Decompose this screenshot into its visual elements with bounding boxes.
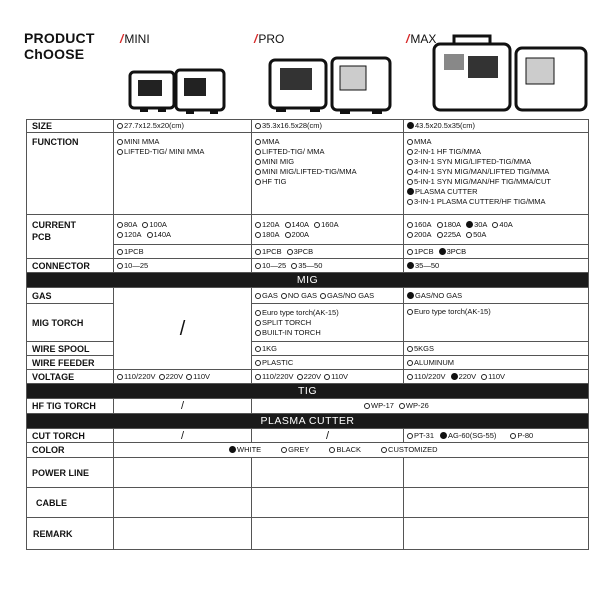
mig-torch-option[interactable]: BUILT-IN TORCH: [255, 328, 400, 338]
voltage-pro: [252, 370, 404, 384]
radio-empty-icon: [117, 232, 123, 238]
gas-label: GAS: [27, 288, 114, 304]
radio-empty-icon: [255, 360, 261, 366]
function-option[interactable]: HF TIG: [255, 177, 400, 187]
function-option[interactable]: MINI MIG/LIFTED-TIG/MMA: [255, 167, 400, 177]
gas-option[interactable]: GAS/NO GAS: [320, 291, 374, 300]
radio-empty-icon: [117, 222, 123, 228]
radio-empty-icon: [510, 433, 516, 439]
mig-mini-slash: /: [114, 288, 252, 370]
power-line-label: POWER LINE: [27, 458, 114, 488]
cable-max[interactable]: [404, 488, 589, 518]
remark-mini[interactable]: [114, 518, 252, 550]
radio-filled-icon: [439, 248, 446, 255]
current-option[interactable]: 225A: [437, 230, 462, 239]
current-option[interactable]: 160A: [407, 220, 432, 229]
hf-tig-option[interactable]: WP-17: [364, 401, 394, 410]
radio-empty-icon: [285, 232, 291, 238]
current-option[interactable]: 140A: [147, 230, 172, 239]
radio-empty-icon: [407, 222, 413, 228]
radio-empty-icon: [255, 169, 261, 175]
radio-empty-icon: [159, 374, 165, 380]
radio-filled-icon: [407, 262, 414, 269]
connector-option[interactable]: 35—50: [291, 261, 322, 270]
radio-empty-icon: [255, 139, 261, 145]
voltage-option[interactable]: 110V: [186, 372, 210, 381]
radio-empty-icon: [287, 249, 293, 255]
pcb-option[interactable]: 3PCB: [287, 247, 314, 256]
wire-feeder-label: WIRE FEEDER: [27, 356, 114, 370]
section-mig: MIG: [27, 273, 589, 288]
current-option[interactable]: 120A: [117, 230, 142, 239]
pcb-mini[interactable]: 1PCB: [114, 245, 252, 259]
radio-empty-icon: [285, 222, 291, 228]
size-max[interactable]: 43.5x20.5x35(cm): [404, 120, 589, 133]
current-option[interactable]: 30A: [466, 220, 487, 229]
radio-empty-icon: [117, 139, 123, 145]
current-label: CURRENT PCB: [27, 215, 114, 259]
radio-filled-icon: [466, 221, 473, 228]
color-label: COLOR: [27, 443, 114, 458]
radio-filled-icon: [229, 446, 236, 453]
voltage-option[interactable]: 110V: [481, 372, 505, 381]
radio-empty-icon: [117, 149, 123, 155]
radio-empty-icon: [117, 374, 123, 380]
function-option[interactable]: 5-IN-1 SYN MIG/MAN/HF TIG/MMA/CUT: [407, 177, 585, 187]
radio-empty-icon: [255, 320, 261, 326]
function-option[interactable]: 3-IN-1 SYN MIG/LIFTED-TIG/MMA: [407, 157, 585, 167]
radio-empty-icon: [407, 149, 413, 155]
current-option[interactable]: 120A: [255, 220, 280, 229]
mig-torch-pro: [252, 304, 404, 342]
radio-empty-icon: [407, 232, 413, 238]
voltage-mini: [114, 370, 252, 384]
radio-empty-icon: [407, 169, 413, 175]
current-pro: [252, 215, 404, 245]
mig-torch-option[interactable]: Euro type torch(AK-15): [255, 308, 400, 318]
radio-empty-icon: [281, 447, 287, 453]
pcb-option[interactable]: 1PCB: [407, 247, 434, 256]
function-option[interactable]: MMA: [255, 137, 400, 147]
radio-empty-icon: [437, 232, 443, 238]
connector-pro: [252, 259, 404, 273]
radio-empty-icon: [492, 222, 498, 228]
pcb-option[interactable]: 1PCB: [255, 247, 282, 256]
color-option-customized[interactable]: CUSTOMIZED: [381, 445, 437, 454]
cut-torch-option[interactable]: PT-31: [407, 431, 434, 440]
title-line-1: PRODUCT: [24, 30, 95, 46]
row-function: [27, 133, 589, 215]
pcb-max: [404, 245, 589, 259]
radio-empty-icon: [117, 123, 123, 129]
radio-filled-icon: [407, 188, 414, 195]
voltage-option[interactable]: 220V: [451, 372, 477, 381]
remark-label: REMARK: [27, 518, 114, 550]
connector-mini[interactable]: 10—25: [114, 259, 252, 273]
voltage-option[interactable]: 220V: [297, 372, 322, 381]
row-voltage: [27, 370, 589, 384]
radio-empty-icon: [142, 222, 148, 228]
radio-empty-icon: [255, 310, 261, 316]
gas-max[interactable]: GAS/NO GAS: [404, 288, 589, 304]
model-max-label: /MAX: [406, 32, 437, 46]
radio-empty-icon: [255, 374, 261, 380]
radio-empty-icon: [407, 249, 413, 255]
radio-empty-icon: [399, 403, 405, 409]
row-mig-torch: [27, 304, 589, 342]
radio-filled-icon: [407, 292, 414, 299]
wire-spool-label: WIRE SPOOL: [27, 342, 114, 356]
voltage-max: [404, 370, 589, 384]
title-line-2: ChOOSE: [24, 46, 85, 62]
connector-max[interactable]: 35—50: [404, 259, 589, 273]
radio-empty-icon: [255, 346, 261, 352]
model-mini-label: /MINI: [120, 32, 150, 46]
color-option-black[interactable]: BLACK: [329, 445, 361, 454]
row-wire-spool: [27, 342, 589, 356]
cut-torch-pro: /: [252, 429, 404, 443]
radio-empty-icon: [407, 199, 413, 205]
color-option-white[interactable]: WHITE: [229, 445, 261, 454]
wire-feeder-pro[interactable]: PLASTIC: [252, 356, 404, 370]
row-cut-torch: [27, 429, 589, 443]
row-current: [27, 215, 589, 245]
cable-mini[interactable]: [114, 488, 252, 518]
radio-empty-icon: [255, 222, 261, 228]
current-option[interactable]: 100A: [142, 220, 167, 229]
voltage-option[interactable]: 110/220V: [255, 372, 294, 381]
current-option[interactable]: 140A: [285, 220, 310, 229]
mig-torch-max[interactable]: Euro type torch(AK-15): [404, 304, 589, 342]
cable-label: CABLE: [27, 488, 114, 518]
radio-empty-icon: [147, 232, 153, 238]
mini-product-image: [126, 62, 246, 114]
radio-empty-icon: [324, 374, 330, 380]
row-wire-feeder: [27, 356, 589, 370]
gas-option[interactable]: GAS: [255, 291, 278, 300]
power-line-mini[interactable]: [114, 458, 252, 488]
hf-tig-torch-mini: /: [114, 399, 252, 414]
mig-torch-label: MIG TORCH: [27, 304, 114, 342]
voltage-option[interactable]: 110/220V: [407, 372, 446, 381]
power-line-pro[interactable]: [252, 458, 404, 488]
connector-label: CONNECTOR: [27, 259, 114, 273]
gas-option[interactable]: NO GAS: [281, 291, 317, 300]
radio-empty-icon: [381, 447, 387, 453]
current-option[interactable]: 40A: [492, 220, 512, 229]
connector-option[interactable]: 10—25: [255, 261, 286, 270]
radio-empty-icon: [407, 433, 413, 439]
voltage-option[interactable]: 110/220V: [117, 372, 156, 381]
cut-torch-max: [404, 429, 589, 443]
radio-empty-icon: [186, 374, 192, 380]
radio-empty-icon: [466, 232, 472, 238]
current-mini: [114, 215, 252, 245]
cut-torch-option[interactable]: AG-60(SG-55): [440, 431, 496, 440]
row-gas: [27, 288, 589, 304]
radio-empty-icon: [255, 330, 261, 336]
radio-empty-icon: [255, 249, 261, 255]
radio-empty-icon: [407, 139, 413, 145]
radio-empty-icon: [320, 293, 326, 299]
hf-tig-option[interactable]: WP-26: [399, 401, 429, 410]
remark-max[interactable]: [404, 518, 589, 550]
page-title: [24, 30, 95, 62]
pro-product-image: [266, 52, 396, 114]
max-product-image: [430, 34, 590, 114]
row-power-line: [27, 458, 589, 488]
cut-torch-label: CUT TORCH: [27, 429, 114, 443]
radio-empty-icon: [329, 447, 335, 453]
radio-empty-icon: [281, 293, 287, 299]
radio-empty-icon: [255, 232, 261, 238]
function-option[interactable]: MMA: [407, 137, 585, 147]
function-max: [404, 133, 589, 215]
radio-empty-icon: [255, 123, 261, 129]
current-option[interactable]: 180A: [437, 220, 462, 229]
function-pro: [252, 133, 404, 215]
size-label: SIZE: [27, 120, 114, 133]
wire-feeder-max[interactable]: ALUMINUM: [404, 356, 589, 370]
radio-filled-icon: [451, 373, 458, 380]
color-option-grey[interactable]: GREY: [281, 445, 309, 454]
product-comparison-table: [26, 119, 589, 550]
radio-empty-icon: [437, 222, 443, 228]
function-option[interactable]: PLASMA CUTTER: [407, 187, 585, 197]
pcb-option[interactable]: 3PCB: [439, 247, 467, 256]
radio-empty-icon: [407, 309, 413, 315]
voltage-option[interactable]: 220V: [159, 372, 184, 381]
function-label: FUNCTION: [27, 133, 114, 215]
function-option[interactable]: LIFTED-TIG/ MINI MMA: [117, 147, 248, 157]
cable-pro[interactable]: [252, 488, 404, 518]
size-mini[interactable]: 27.7x12.5x20(cm): [114, 120, 252, 133]
voltage-option[interactable]: 110V: [324, 372, 348, 381]
gas-pro: [252, 288, 404, 304]
function-option[interactable]: MINI MIG: [255, 157, 400, 167]
current-option[interactable]: 160A: [314, 220, 339, 229]
radio-empty-icon: [407, 159, 413, 165]
radio-empty-icon: [255, 179, 261, 185]
radio-empty-icon: [255, 159, 261, 165]
color-options: [114, 443, 589, 458]
radio-empty-icon: [255, 149, 261, 155]
row-hf-tig-torch: [27, 399, 589, 414]
section-plasma-cutter: PLASMA CUTTER: [27, 414, 589, 429]
remark-pro[interactable]: [252, 518, 404, 550]
power-line-max[interactable]: [404, 458, 589, 488]
radio-empty-icon: [255, 263, 261, 269]
current-option[interactable]: 200A: [407, 230, 432, 239]
mig-torch-option[interactable]: SPLIT TORCH: [255, 318, 400, 328]
row-color: [27, 443, 589, 458]
function-option[interactable]: 3-IN-1 PLASMA CUTTER/HF TIG/MMA: [407, 197, 585, 207]
radio-empty-icon: [407, 360, 413, 366]
row-cable: [27, 488, 589, 518]
radio-empty-icon: [291, 263, 297, 269]
radio-empty-icon: [255, 293, 261, 299]
radio-empty-icon: [407, 179, 413, 185]
current-option[interactable]: 180A: [255, 230, 280, 239]
radio-empty-icon: [481, 374, 487, 380]
current-max: [404, 215, 589, 245]
size-pro[interactable]: 35.3x16.5x28(cm): [252, 120, 404, 133]
cut-torch-option[interactable]: P-80: [510, 431, 533, 440]
function-option[interactable]: 4-IN-1 SYN MIG/MAN/LIFTED TIG/MMA: [407, 167, 585, 177]
function-option[interactable]: MINI MMA: [117, 137, 248, 147]
radio-empty-icon: [117, 249, 123, 255]
current-option[interactable]: 200A: [285, 230, 310, 239]
function-option[interactable]: 2-IN-1 HF TIG/MMA: [407, 147, 585, 157]
section-tig: TIG: [27, 384, 589, 399]
hf-tig-torch-options: [252, 399, 589, 414]
radio-empty-icon: [407, 346, 413, 352]
radio-empty-icon: [117, 263, 123, 269]
radio-filled-icon: [440, 432, 447, 439]
model-pro-label: /PRO: [254, 32, 285, 46]
current-option[interactable]: 50A: [466, 230, 486, 239]
current-option[interactable]: 80A: [117, 220, 137, 229]
hf-tig-torch-label: HF TIG TORCH: [27, 399, 114, 414]
radio-empty-icon: [314, 222, 320, 228]
row-remark: [27, 518, 589, 550]
pcb-pro: [252, 245, 404, 259]
row-size: [27, 120, 589, 133]
voltage-label: VOLTAGE: [27, 370, 114, 384]
function-mini: [114, 133, 252, 215]
function-option[interactable]: LIFTED-TIG/ MMA: [255, 147, 400, 157]
cut-torch-mini: /: [114, 429, 252, 443]
radio-empty-icon: [407, 374, 413, 380]
radio-filled-icon: [407, 122, 414, 129]
row-connector: [27, 259, 589, 273]
wire-spool-max[interactable]: 5KGS: [404, 342, 589, 356]
wire-spool-pro[interactable]: 1KG: [252, 342, 404, 356]
radio-empty-icon: [364, 403, 370, 409]
radio-empty-icon: [297, 374, 303, 380]
